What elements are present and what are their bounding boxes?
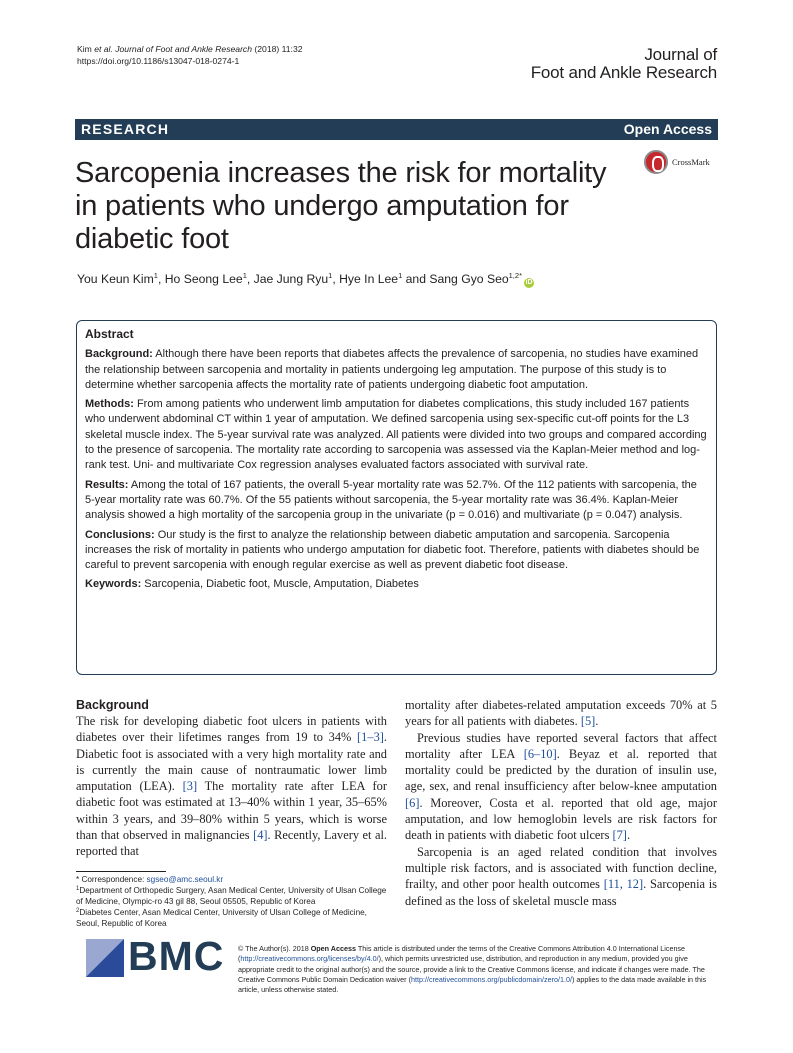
bmc-logo-icon [86,939,124,977]
bmc-logo [86,933,226,981]
author-affiliation-sup: 1 [153,271,158,280]
abstract-methods-text: From among patients who underwent limb amputation for diabetes complications, this study included 167 patients who underwent abdominal CT within 1 year of amputation. We defined sarcopenia using sex-specific cut-off points for the L3 skeletal muscle index. The 5-year survival rate was analyzed. All patients were divided into two groups and compared according to the presence of sarcopenia. The mortality rate according to sarcopenia was assessed via the Kaplan-Meier method and log-rank test. Uni- and multivariate Cox regression analyses evaluated factors associated with survival rate. [85,398,707,472]
abstract-conclusions-text: Our study is the first to analyze the relationship between diabetic amputation and sarcopenia. Sarcopenia increases the risk of mortality in patients who undergo amputation for diabetic foot. Therefore, patients with diabetes should be careful to prevent sarcopenia with enough regular exercise as well as prevent diabetic foot disease. [85,528,700,572]
abstract-background-label: Background: [85,348,153,361]
body-paragraph: mortality after diabetes-related amputation exceeds 70% at 5 years for all patients with diabetes. [5]. [405,698,717,729]
affiliation-sup: 1 [76,886,80,892]
abstract-results-text: Among the total of 167 patients, the overall 5-year mortality rate was 52.7%. Of the 112 patients with sarcopenia, the 5-year mortality rate was 60.7%. Of the 55 patients without sarcopenia, the 5-year mortality rate was 36.4%. Kaplan-Meier analysis showed a high mortality of the sarcopenia group in the univariate (p = 0.016) and multivariate (p = 0.047) analysis. [85,478,697,522]
bmc-logo-text: BMC [128,933,225,979]
abstract-conclusions [85,528,707,574]
open-access-label: Open Access [623,121,712,137]
orcid-icon[interactable]: iD [525,279,533,286]
abstract-box [76,320,717,675]
affiliation-1: Department of Orthopedic Surgery, Asan Medical Center, University of Ulsan College of Medicine, Olympic-ro 43 gil 88, Seoul 05505, Republic of Korea [76,886,387,906]
author-name: Hye In Lee [339,272,399,286]
author-separator: , [157,272,165,286]
abstract-heading: Abstract [85,327,134,341]
citation-link[interactable]: [5] [580,714,596,729]
body-column-right [405,697,717,909]
citation-authors: Kim [77,44,92,54]
license-link[interactable]: http://creativecommons.org/publicdomain/zero/1.0/ [410,974,572,984]
abstract-keywords [85,577,707,592]
body-column-left [76,697,387,860]
citation-link[interactable]: [7] [612,828,627,843]
author-affiliation-sup: 1 [398,271,403,280]
license-link[interactable]: http://creativecommons.org/licenses/by/4.0/ [240,954,379,964]
author-separator: , [332,272,340,286]
affiliation-2: Diabetes Center, Asan Medical Center, University of Ulsan College of Medicine, Seoul, Republic of Korea [76,908,367,928]
abstract-conclusions-label: Conclusions: [85,528,155,541]
author-list [77,272,534,288]
doi-link[interactable]: https://doi.org/10.1186/s13047-018-0274-1 [77,56,240,66]
citation-link[interactable]: [1–3] [357,730,384,745]
body-paragraph: The risk for developing diabetic foot ulcers in patients with diabetes over their lifetimes ranges from 19 to 34% [1–3]. Diabetic foot is associated with a very high mortality rate and is currently the main cause of nontraumatic lower limb amputation (LEA). [3] The mortality rate after LEA for diabetic foot was estimated at 13–40% within 1 year, 35–65% within 3 years, and 39–80% within 5 years, which is worse than that observed in malignancies [4]. Recently, Lavery et al. reported that [76,714,387,859]
section-heading-background: Background [76,698,149,712]
citation-link[interactable]: [6–10] [523,746,557,761]
citation-volume: (2018) 11:32 [252,44,303,54]
body-paragraph: Previous studies have reported several factors that affect mortality after LEA [6–10]. Beyaz et al. reported that mortality could be predicted by the duration of insulin use, age, sex, and renal insufficiency after below-knee amputation [6]. Moreover, Costa et al. reported that old age, major amputation, and low hemoglobin levels are risk factors for death in patients with diabetic foot ulcers [7]. [405,730,717,843]
footnote-divider [76,871,166,872]
abstract-keywords-text: Sarcopenia, Diabetic foot, Muscle, Amputation, Diabetes [141,578,419,591]
abstract-background-text: Although there have been reports that diabetes affects the prevalence of sarcopenia, no studies have examined the relationship between sarcopenia and mortality in patients undergoing leg amputation. The purpose of this study is to determine whether sarcopenia affects the mortality rate of patients undergoing diabetic foot amputation. [85,348,699,391]
correspondence-label: * Correspondence: [76,875,147,884]
journal-name-line2: Foot and Ankle Research [530,63,717,82]
citation-link[interactable]: [11, 12] [603,877,644,892]
abstract-methods [85,397,707,473]
citation-link[interactable]: [6] [405,795,420,810]
author-name: Jae Jung Ryu [253,272,329,286]
abstract-keywords-label: Keywords: [85,578,142,591]
author-affiliation-sup: 1,2* [508,271,522,280]
journal-logo [531,46,717,82]
abstract-results-label: Results: [85,478,129,491]
citation-header [77,43,303,67]
journal-name-line1: Journal of [644,45,717,64]
abstract-background [85,347,707,393]
author-separator: , [246,272,254,286]
license-statement: © The Author(s). 2018 Open Access This article is distributed under the terms of the Creative Commons Attribution 4.0 International License (http://creativecommons.org/licenses/by/4.0/), which permits unrestricted use, distribution, and reproduction in any medium, provided you give appropriate credit to the original author(s) and the source, provide a link to the Creative Commons license, and indicate if changes were made. The Creative Commons Public Domain Dedication waiver (http://creativecommons.org/publicdomain/zero/1.0/) applies to the data made available in this article, unless otherwise stated. [238,944,707,995]
citation-link[interactable]: [4] [253,828,268,843]
citation-link[interactable]: [3] [182,779,198,794]
author-affiliation-sup: 1 [328,271,333,280]
author-name: Ho Seong Lee [164,272,243,286]
author-name: Sang Gyo Seo [429,272,509,286]
crossmark-icon [644,150,668,174]
article-type-label: RESEARCH [81,121,170,137]
correspondence-email[interactable]: sgseo@amc.seoul.kr [146,875,224,884]
abstract-methods-label: Methods: [85,398,134,411]
author-and: and [402,272,430,286]
citation-journal: et al. Journal of Foot and Ankle Research [91,44,253,54]
article-type-banner [75,119,718,140]
footnotes [76,874,391,929]
crossmark-badge[interactable] [644,150,724,178]
author-name: You Keun Kim [77,272,154,286]
abstract-results [85,478,707,524]
crossmark-label: CrossMark [672,157,710,167]
article-title: Sarcopenia increases the risk for mortality in patients who undergo amputation for diabetic foot [75,157,607,255]
author-affiliation-sup: 1 [242,271,247,280]
affiliation-sup: 2 [76,908,80,914]
body-paragraph: Sarcopenia is an aged related condition that involves multiple risk factors, and is associated with function decline, frailty, and other poor health outcomes [11, 12]. Sarcopenia is defined as the loss of skeletal muscle mass [405,844,717,908]
